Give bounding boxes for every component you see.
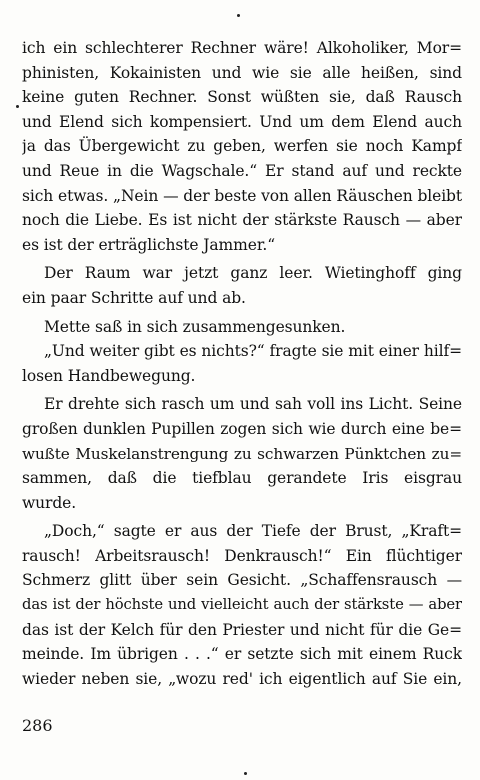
text-line: Der Raum war jetzt ganz leer. Wietinghoff ging: [44, 264, 462, 283]
text-line: meinde. Im übrigen . . .“ er setzte sich mit einem Ruck: [22, 645, 462, 664]
body-text: [22, 36, 462, 691]
text-line: Er drehte sich rasch um und sah voll ins Licht. Seine: [44, 395, 462, 414]
text-line: „Doch,“ sagte er aus der Tiefe der Brust, „Kraft=: [44, 522, 462, 541]
text-line: ein paar Schritte auf und ab.: [22, 288, 246, 307]
text-line: „Und weiter gibt es nichts?“ fragte sie mit einer hilf=: [44, 342, 462, 361]
text-line: Schmerz glitt über sein Gesicht. „Schaffensrausch —: [22, 571, 462, 590]
text-line: sich etwas. „Nein — der beste von allen Räuschen bleibt: [22, 186, 462, 205]
text-line: phinisten, Kokainisten und wie sie alle heißen, sind: [22, 63, 462, 82]
text-line: wußte Muskelanstrengung zu schwarzen Pünktchen zu=: [22, 444, 462, 463]
text-line: großen dunklen Pupillen zogen sich wie durch eine be=: [22, 419, 462, 438]
text-line: ich ein schlechterer Rechner wäre! Alkoholiker, Mor=: [22, 39, 462, 57]
text-line: wieder neben sie, „wozu red' ich eigentlich auf Sie ein,: [22, 669, 462, 688]
text-line: sammen, daß die tiefblau gerandete Iris eisgrau: [22, 469, 462, 488]
text-line: ja das Übergewicht zu geben, werfen sie noch Kampf: [22, 137, 462, 156]
text-line: das ist der höchste und vielleicht auch der stärkste — aber: [22, 596, 462, 614]
text-line: Mette saß in sich zusammengesunken.: [44, 317, 346, 336]
text-line: noch die Liebe. Es ist nicht der stärkste Rausch — aber: [22, 211, 462, 230]
text-line: es ist der erträglichste Jammer.“: [22, 235, 276, 254]
text-line: und Reue in die Wagschale.“ Er stand auf und reckte: [22, 161, 462, 180]
text-line: und Elend sich kompensiert. Und um dem Elend auch: [22, 112, 462, 131]
text-line: losen Handbewegung.: [22, 366, 196, 385]
text-line: wurde.: [22, 493, 77, 512]
text-line: rausch! Arbeitsrausch! Denkrausch!“ Ein flüchtiger: [22, 546, 462, 565]
print-speck: [16, 105, 19, 108]
text-line: keine guten Rechner. Sonst wüßten sie, daß Rausch: [22, 88, 462, 107]
page-number: 286: [22, 716, 53, 735]
print-speck: [244, 772, 247, 775]
text-line: das ist der Kelch für den Priester und nicht für die Ge=: [22, 620, 462, 639]
print-speck: [237, 14, 240, 17]
